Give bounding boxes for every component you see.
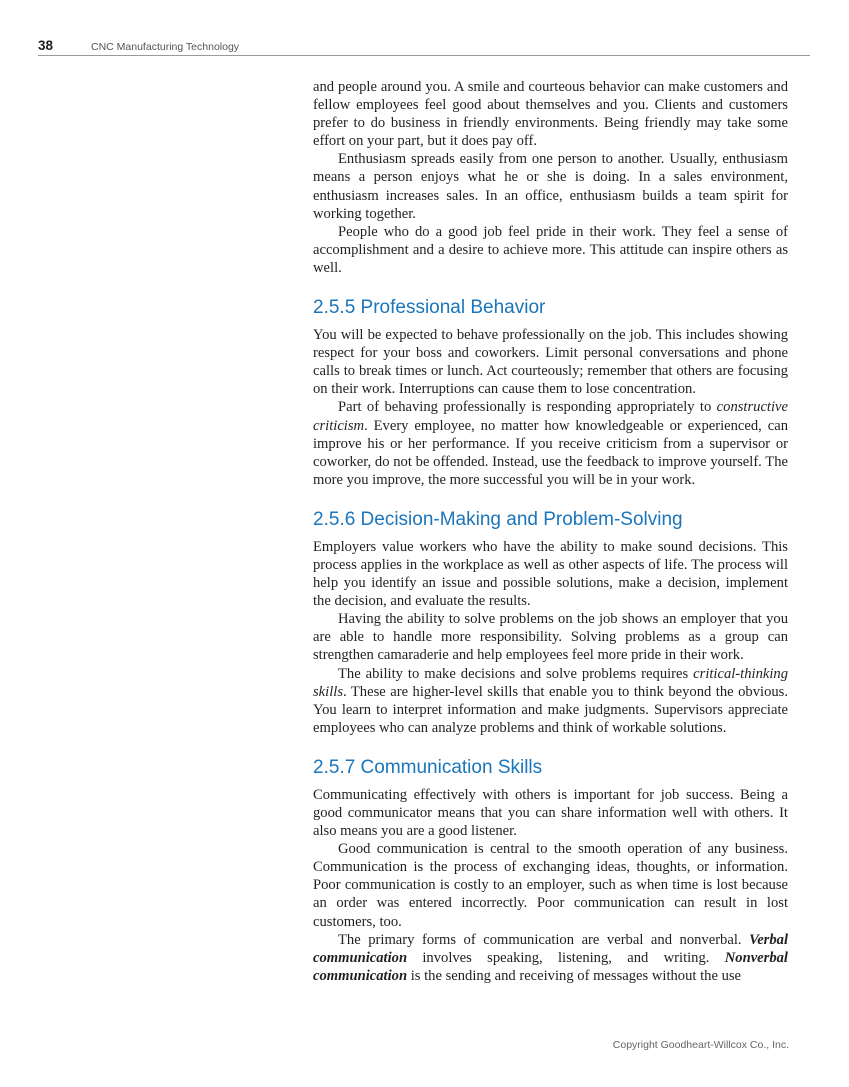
main-text-column: [313, 78, 788, 985]
section-heading-2-5-5: 2.5.5 Professional Behavior: [313, 297, 546, 319]
page-header: [38, 37, 810, 56]
section-heading-2-5-6: 2.5.6 Decision-Making and Problem-Solving: [313, 508, 683, 530]
key-term: critical-thinking skills: [313, 665, 788, 700]
text-run: is the sending and receiving of messages without the use: [407, 967, 742, 984]
text-run: . Every employee, no matter how knowledgeable or experienced, can improve his or her performance. If you receive criticism from a supervisor or coworker, do not be offended. Instead, use the feedback to improve yourself. The more you improve, the more successful you will be in your work.: [313, 417, 788, 488]
paragraph: People who do a good job feel pride in their work. They feel a sense of accomplishment and a desire to achieve more. This attitude can inspire others as well.: [313, 223, 788, 276]
text-run: The primary forms of communication are verbal and nonverbal.: [338, 931, 750, 948]
text-run: Part of behaving professionally is responding appropriately to: [338, 399, 717, 416]
key-term: Nonverbal communication: [313, 949, 788, 984]
paragraph: [313, 398, 788, 488]
page-number: 38: [38, 38, 54, 53]
section-heading-2-5-7: 2.5.7 Communication Skills: [313, 756, 543, 778]
paragraph: Having the ability to solve problems on the job shows an employer that you are able to handle more responsibility. Solving problems as a group can strengthen camaraderie and help employees feel more pride in their work.: [313, 611, 788, 664]
paragraph: Communicating effectively with others is important for job success. Being a good communicator means that you can share information well with others. It also means you are a good listener.: [313, 786, 788, 840]
paragraph: [313, 931, 788, 985]
paragraph: Enthusiasm spreads easily from one person to another. Usually, enthusiasm means a person enjoys what he or she is doing. In a sales environment, enthusiasm increases sales. In an office, enthusiasm builds a team spirit for working together.: [313, 151, 788, 222]
paragraph: Employers value workers who have the ability to make sound decisions. This process applies in the workplace as well as other aspects of life. The process will help you identify an issue and possible solutions, make a decision, implement the decision, and evaluate the results.: [313, 538, 788, 610]
text-run: . These are higher-level skills that enable you to think beyond the obvious. You learn to interpret information and make judgments. Supervisors appreciate employees who can analyze problems and think of workable solutions.: [313, 683, 788, 736]
running-title: CNC Manufacturing Technology: [91, 41, 240, 53]
paragraph: and people around you. A smile and courteous behavior can make customers and fellow employees feel good about themselves and you. Clients and customers prefer to do business in friendly environments. Being friendly may take some effort on your part, but it does pay off.: [313, 79, 788, 150]
key-term: Verbal communication: [313, 931, 788, 966]
paragraph: You will be expected to behave professionally on the job. This includes showing respect for your boss and coworkers. Limit personal conversations and phone calls to break times or lunch. Act courteously; remember that others are focusing on their work. Interruptions can cause them to lose concentration.: [313, 327, 788, 398]
key-term: constructive criticism: [313, 399, 788, 434]
text-run: The ability to make decisions and solve problems requires: [338, 665, 694, 682]
text-run: involves speaking, listening, and writing.: [407, 949, 725, 966]
paragraph: [313, 665, 788, 737]
copyright-footer: Copyright Goodheart-Willcox Co., Inc.: [612, 1039, 789, 1051]
paragraph: Good communication is central to the smooth operation of any business. Communication is the process of exchanging ideas, thoughts, or information. Poor communication is costly to an employer, such as when time is lost because an order was entered incorrectly. Poor communication can result in lost customers, too.: [313, 841, 788, 930]
